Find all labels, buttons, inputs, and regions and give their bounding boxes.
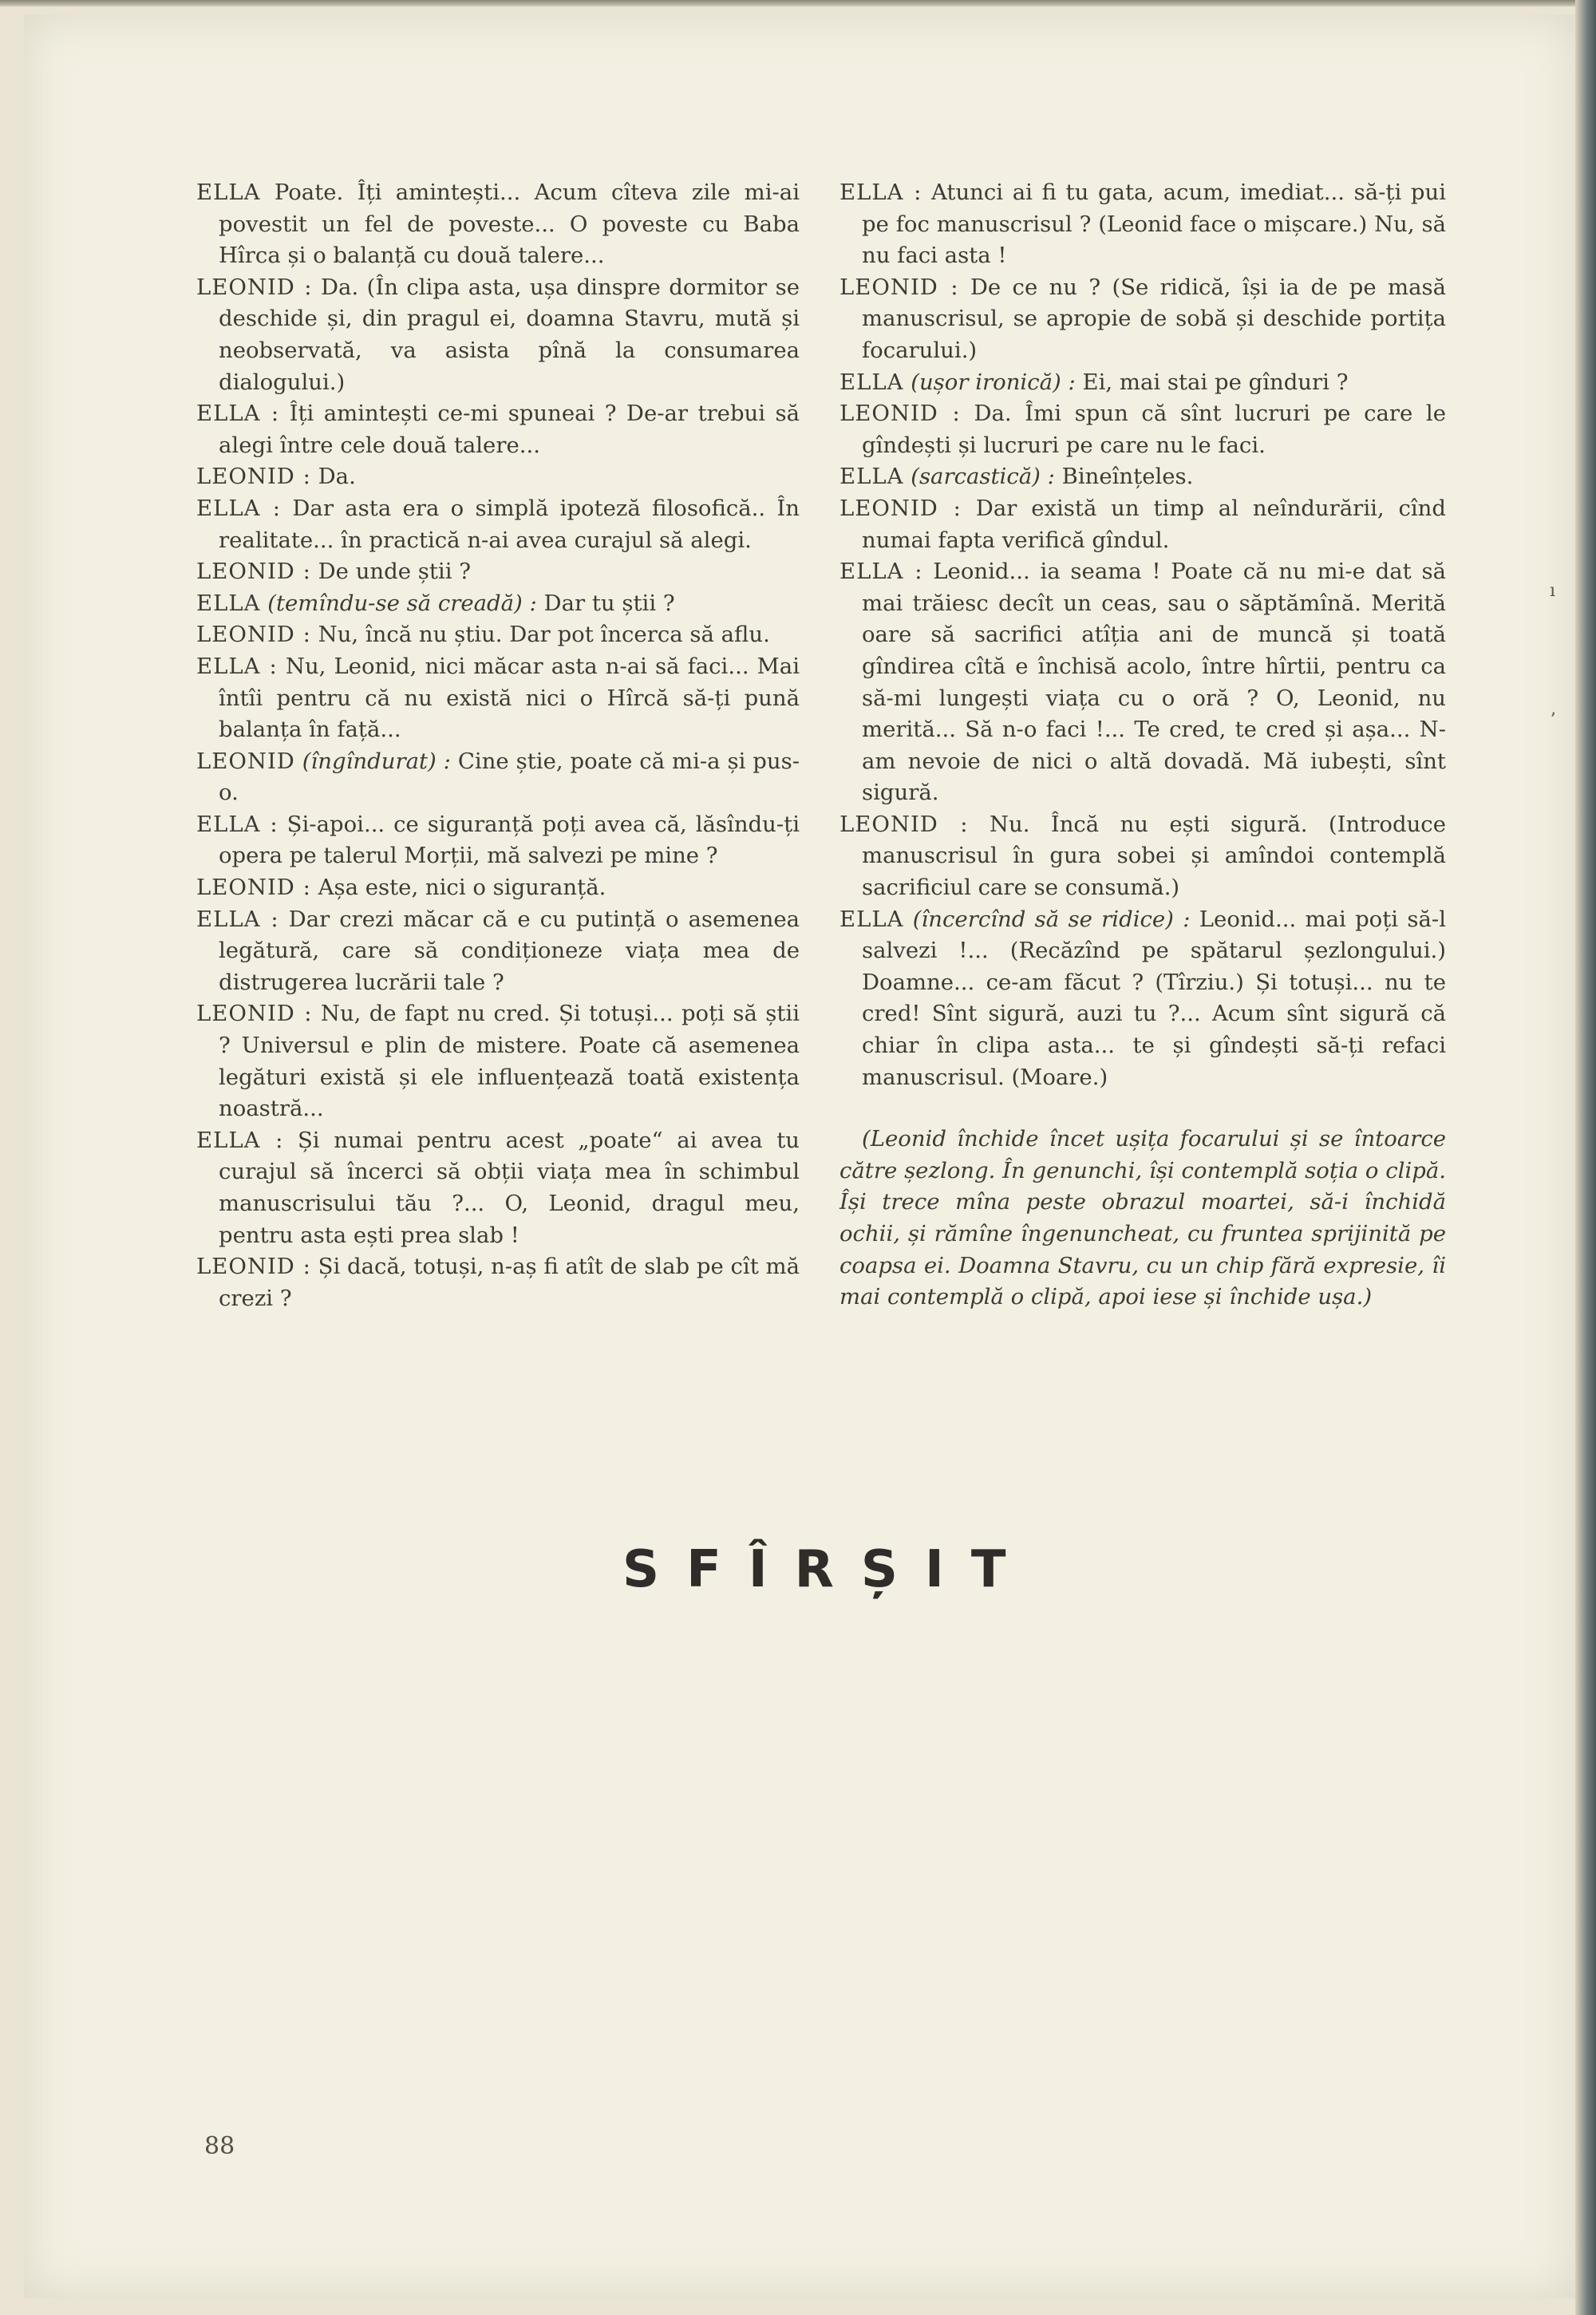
dialogue-entry: [196, 904, 800, 999]
dialogue-entry: [196, 588, 800, 620]
speaker-name: ELLA: [839, 369, 904, 395]
dialogue-entry: [839, 809, 1446, 904]
dialogue-entry: [839, 272, 1446, 367]
dialogue-text: Poate. Îți amintești... Acum cîteva zile mi-ai povestit un fel de poveste... O poveste cu Baba Hîrca și o balanță cu două talere...: [219, 180, 800, 269]
page-binding-edge: [1575, 0, 1596, 2315]
dialogue-text: Da. (În clipa asta, ușa dinspre dormitor se deschide și, din pragul ei, doamna Stavru, mută și neobservată, va asista pînă la consumarea dialogului.): [219, 274, 800, 395]
dialogue-entry: [196, 872, 800, 904]
dialogue-text: Leonid... ia seama ! Poate că nu mi-e dat să mai trăiesc decît un ceas, sau o săptămînă. Merită oare să sacrifici atîția ani de muncă și toată gîndirea cîtă e închisă acolo, între hîrtii, pentru ca să-mi lungești viața cu o oră ? O, Leonid, nu merită... Să n-o faci !... Te cred, te cred și așa... N-am nevoie de nici o altă dovadă. Mă iubești, sînt sigură.: [862, 559, 1447, 806]
speaker-name: LEONID: [196, 748, 295, 774]
dialogue-entry: [196, 651, 800, 746]
speaker-name: ELLA: [839, 906, 904, 932]
dialogue-text: Nu, de fapt nu cred. Și totuși... poți să știi ? Universul e plin de mistere. Poate că asemenea legături există și ele influențează toată existența noastră...: [219, 1001, 800, 1122]
dialogue-text: Nu, încă nu știu. Dar pot încerca să aflu.: [318, 622, 770, 648]
dialogue-text: Și-apoi... ce siguranță poți avea că, lăsîndu-ți opera pe talerul Morții, mă salvezi pe mine ?: [219, 811, 800, 869]
speaker-name: LEONID :: [196, 622, 311, 648]
margin-mark: ı: [1550, 581, 1556, 601]
speaker-name: LEONID :: [196, 875, 311, 901]
speaker-name: ELLA: [839, 464, 904, 490]
dialogue-entry: [196, 177, 800, 272]
speaker-name: LEONID :: [839, 274, 959, 300]
stage-direction: (ușor ironică) :: [911, 369, 1076, 395]
speaker-name: ELLA :: [196, 906, 279, 932]
speaker-name: ELLA :: [196, 811, 279, 837]
dialogue-entry: [196, 1251, 800, 1314]
stage-direction: (sarcastică) :: [911, 464, 1055, 490]
page-number: 88: [204, 2132, 235, 2160]
dialogue-entry: [196, 746, 800, 809]
dialogue-text: Dar crezi măcar că e cu putință o asemenea legătură, care să condiționeze viața mea de distrugerea lucrării tale ?: [219, 906, 800, 995]
dialogue-entry: [196, 272, 800, 398]
speaker-name: LEONID :: [196, 1001, 313, 1027]
dialogue-entry: [839, 177, 1446, 272]
dialogue-entry: [196, 619, 800, 651]
dialogue-entry: [839, 904, 1446, 1094]
dialogue-text: Dar tu știi ?: [543, 590, 675, 616]
dialogue-entry: [196, 998, 800, 1124]
dialogue-entry: [196, 398, 800, 461]
speaker-name: LEONID :: [196, 274, 313, 300]
speaker-name: LEONID :: [196, 464, 311, 490]
dialogue-text: Nu. Încă nu ești sigură. (Introduce manuscrisul în gura sobei și amîndoi contemplă sacrificiul care se consumă.): [862, 811, 1446, 901]
stage-direction: (temîndu-se să creadă) :: [267, 590, 537, 616]
stage-direction: (încercînd să se ridice) :: [912, 906, 1191, 932]
left-text-column: [196, 177, 800, 1314]
closing-stage-direction: (Leonid închide încet ușița focarului și se întoarce către șezlong. În genunchi, își contemplă soția o clipă. Își trece mîna peste obrazul moartei, să-i închidă ochii, și rămîne îngenuncheat, cu fruntea sprijinită pe coapsa ei. Doamna Stavru, cu un chip fără expresie, îi mai contemplă o clipă, apoi iese și închide ușa.): [839, 1126, 1446, 1310]
dialogue-entry: [839, 461, 1446, 493]
speaker-name: LEONID :: [196, 559, 311, 585]
dialogue-text: Cine știe, poate că mi-a și pus-o.: [219, 748, 800, 806]
dialogue-text: Nu, Leonid, nici măcar asta n-ai să faci... Mai întîi pentru că nu există nici o Hîrcă să-ți pună balanța în față...: [219, 653, 800, 743]
dialogue-entry: [196, 461, 800, 493]
dialogue-entry: [196, 493, 800, 556]
dialogue-text: Și numai pentru acest „poate“ ai avea tu curajul să încerci să obții viața mea în schimbul manuscrisului tău ?... O, Leonid, dragul meu, pentru asta ești prea slab !: [219, 1127, 800, 1248]
dialogue-entry: [839, 367, 1446, 399]
dialogue-text: Așa este, nici o siguranță.: [318, 875, 606, 901]
dialogue-text: De unde știi ?: [318, 559, 471, 585]
speaker-name: ELLA: [196, 180, 261, 205]
dialogue-text: Dar asta era o simplă ipoteză filosofică.. În realitate... în practică n-ai avea curajul să alegi.: [219, 495, 800, 553]
speaker-name: LEONID :: [839, 495, 962, 521]
dialogue-text: Da.: [318, 464, 356, 490]
dialogue-entry: [839, 493, 1446, 556]
speaker-name: ELLA: [196, 590, 261, 616]
margin-mark: ʼ: [1550, 710, 1555, 730]
dialogue-entry: [839, 398, 1446, 461]
dialogue-text: De ce nu ? (Se ridică, își ia de pe masă manuscrisul, se apropie de sobă și deschide portița focarului.): [862, 274, 1446, 363]
right-dialogue-list: [839, 177, 1446, 1093]
speaker-name: ELLA :: [196, 401, 280, 427]
dialogue-entry: [196, 1125, 800, 1251]
speaker-name: LEONID :: [196, 1254, 311, 1280]
dialogue-text: Ei, mai stai pe gînduri ?: [1082, 369, 1349, 395]
end-title: SFÎRȘIT: [622, 1540, 1033, 1599]
speaker-name: ELLA :: [196, 1127, 284, 1153]
page-top-edge: [0, 0, 1596, 6]
dialogue-entry: [196, 556, 800, 588]
dialogue-text: Leonid... mai poți să-l salvezi !... (Recăzînd pe spătarul șezlongului.) Doamne... ce-am făcut ? (Tîrziu.) Și totuși... nu te cred! Sînt sigură, auzi tu ?... Acum sînt sigură că chiar în clipa asta... te și gîndești să-ți refaci manuscrisul. (Moare.): [862, 906, 1446, 1090]
right-text-column: [839, 177, 1446, 1314]
stage-direction: (îngîndurat) :: [302, 748, 451, 774]
dialogue-text: Și dacă, totuși, n-aș fi atît de slab pe cît mă crezi ?: [219, 1254, 800, 1311]
dialogue-text: Da. Îmi spun că sînt lucruri pe care le gîndești și lucruri pe care nu le faci.: [862, 401, 1447, 458]
speaker-name: ELLA :: [196, 495, 282, 521]
dialogue-text: Îți amintești ce-mi spuneai ? De-ar trebui să alegi între cele două talere...: [219, 401, 800, 458]
dialogue-text: Dar există un timp al neîndurării, cînd numai fapta verifică gîndul.: [862, 495, 1446, 553]
speaker-name: LEONID :: [839, 811, 969, 837]
dialogue-entry: [839, 556, 1446, 809]
speaker-name: ELLA :: [839, 559, 923, 585]
speaker-name: ELLA :: [196, 653, 278, 679]
dialogue-text: Atunci ai fi tu gata, acum, imediat... să-ți pui pe foc manuscrisul ? (Leonid face o mișcare.) Nu, să nu faci asta !: [862, 180, 1447, 269]
speaker-name: ELLA :: [839, 180, 922, 205]
dialogue-text: Bineînțeles.: [1061, 464, 1194, 490]
speaker-name: LEONID :: [839, 401, 961, 427]
dialogue-entry: [196, 809, 800, 872]
